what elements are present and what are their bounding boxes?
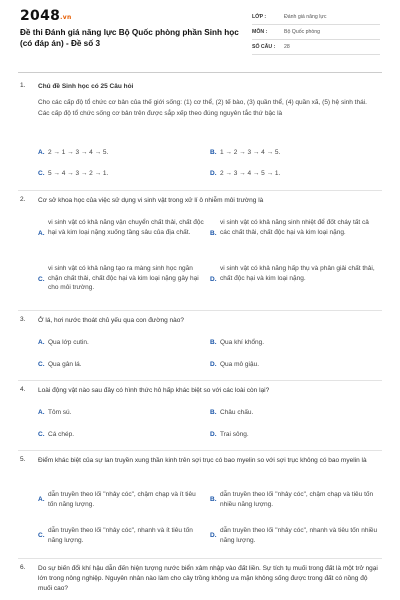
question-number: 3.: [20, 316, 26, 323]
question-body: Cho các cấp độ tổ chức cơ bản của thế giới sống: (1) cơ thể, (2) tế bào, (3) quần thể, (4) quần xã, (5) hệ sinh thái. Các cấp độ tổ chức sống cơ bản trên được sắp xếp theo đúng nguyên tắc thứ bậc là: [38, 99, 367, 117]
question-5: [20, 456, 382, 554]
question-divider: [18, 310, 382, 311]
option-text: Qua mô giậu.: [220, 361, 260, 368]
question-divider: [18, 450, 382, 451]
info-key: SỐ CÂU :: [252, 44, 276, 50]
logo-suffix: .vn: [60, 14, 72, 21]
option-letter: D.: [210, 361, 217, 368]
option-letter: C.: [38, 361, 45, 368]
option-a[interactable]: [38, 218, 210, 249]
option-letter: B.: [210, 149, 217, 156]
option-c[interactable]: [38, 264, 210, 295]
header-divider: [18, 72, 382, 73]
info-value: Bộ Quốc phòng: [284, 29, 321, 35]
option-d[interactable]: [210, 526, 382, 546]
option-text: Châu chấu.: [220, 409, 254, 416]
question-divider: [18, 380, 382, 381]
option-text: dẫn truyền theo lối "nhảy cóc", chậm chạp và tiêu tốn nhiều năng lượng.: [220, 491, 374, 508]
option-letter: A.: [38, 496, 45, 503]
option-letter: A.: [38, 229, 45, 237]
info-key: LỚP :: [252, 14, 267, 20]
option-text: Qua gân lá.: [48, 361, 82, 368]
option-letter: A.: [38, 339, 45, 346]
question-title: Ở lá, hơi nước thoát chủ yếu qua con đường nào?: [38, 317, 184, 324]
question-divider: [18, 190, 382, 191]
info-row-count: [252, 40, 380, 55]
option-letter: C.: [38, 170, 45, 177]
question-2: [20, 196, 382, 304]
option-text: vi sinh vật có khả năng vận chuyển chất thải, chất độc hại và kim loại nặng xuống tầng sâu của địa chất.: [48, 219, 204, 236]
question-divider: [18, 558, 382, 559]
option-text: Tôm sú.: [48, 409, 72, 416]
option-letter: A.: [38, 149, 45, 156]
option-letter: B.: [210, 339, 217, 346]
option-text: dẫn truyền theo lối "nhảy cóc", chậm chạp và ít tiêu tốn năng lượng.: [48, 491, 196, 508]
option-b[interactable]: [210, 490, 382, 510]
option-letter: D.: [210, 532, 217, 539]
option-letter: B.: [210, 409, 217, 416]
question-title: Chủ đề Sinh học có 25 Câu hỏi: [38, 83, 134, 90]
question-number: 4.: [20, 386, 26, 393]
info-row-subject: [252, 25, 380, 40]
option-text: 5 → 4 → 3 → 2 → 1.: [48, 170, 109, 177]
info-panel: [252, 10, 380, 55]
question-title: Do sự biến đổi khí hậu dẫn đến hiện tượng nước biển xâm nhập vào đất liền. Sự tích tụ muối trong đất là một trở ngại lớn trong nông nghiệp. Nguyên nhân nào làm cho cây trồng không ưa mặn không sống được trong đất có nồng độ muối cao?: [38, 565, 378, 592]
option-text: vi sinh vật có khả năng hấp thụ và phân giải chất thải, chất độc hại và kim loại nặng.: [220, 265, 375, 282]
option-text: Cá chép.: [48, 431, 75, 438]
option-letter: D.: [210, 170, 217, 177]
option-text: dẫn truyền theo lối "nhảy cóc", nhanh và tiêu tốn nhiều năng lượng.: [220, 527, 378, 544]
page-title: Đề thi Đánh giá năng lực Bộ Quốc phòng phần Sinh học (có đáp án) - Đề số 3: [20, 28, 239, 48]
question-title: Cơ sở khoa học của việc sử dụng vi sinh vật trong xử lí ô nhiễm môi trường là: [38, 197, 264, 204]
option-d[interactable]: [210, 264, 382, 295]
option-letter: C.: [38, 532, 45, 539]
option-b[interactable]: [210, 218, 382, 249]
option-letter: C.: [38, 275, 45, 283]
option-text: vi sinh vật có khả năng tạo ra màng sinh học ngăn chặn chất thải, chất độc hại và kim loại nặng gây hại cho môi trường.: [48, 265, 199, 291]
option-text: 1 → 2 → 3 → 4 → 5.: [220, 149, 281, 156]
info-value: Đánh giá năng lực: [284, 14, 327, 20]
question-number: 5.: [20, 456, 26, 463]
info-value: 28: [284, 44, 290, 50]
option-a[interactable]: [38, 490, 210, 510]
question-number: 6.: [20, 564, 26, 571]
option-text: 2 → 3 → 4 → 5 → 1.: [220, 170, 281, 177]
site-logo[interactable]: [20, 8, 72, 24]
option-text: Trai sông.: [220, 431, 249, 438]
question-title: Điểm khác biệt của sự lan truyền xung thần kinh trên sợi trục có bao myelin so với sợi trục không có bao myelin là: [38, 457, 367, 464]
option-c[interactable]: [38, 526, 210, 546]
info-key: MÔN :: [252, 29, 268, 35]
question-1: [20, 82, 382, 182]
question-title: Loài động vật nào sau đây có hình thức hô hấp khác biệt so với các loài còn lại?: [38, 387, 270, 394]
option-letter: A.: [38, 409, 45, 416]
document-header: [0, 0, 400, 70]
option-letter: D.: [210, 431, 217, 438]
info-row-class: [252, 10, 380, 25]
option-text: dẫn truyền theo lối "nhảy cóc", nhanh và ít tiêu tốn năng lượng.: [48, 527, 193, 544]
question-number: 2.: [20, 196, 26, 203]
question-number: 1.: [20, 82, 26, 89]
option-letter: C.: [38, 431, 45, 438]
option-letter: D.: [210, 275, 217, 283]
option-text: 2 → 1 → 3 → 4 → 5.: [48, 149, 109, 156]
question-6: [20, 564, 382, 598]
option-text: vi sinh vật có khả năng sinh nhiệt để đốt cháy tất cả các chất thải, chất độc hại và kim loại nặng.: [220, 219, 369, 236]
logo-text: 2048: [20, 8, 61, 24]
option-text: Qua lớp cutin.: [48, 339, 89, 346]
question-4: [20, 386, 382, 444]
option-letter: B.: [210, 229, 217, 237]
option-letter: B.: [210, 496, 217, 503]
option-text: Qua khí khổng.: [220, 339, 265, 346]
question-3: [20, 316, 382, 374]
